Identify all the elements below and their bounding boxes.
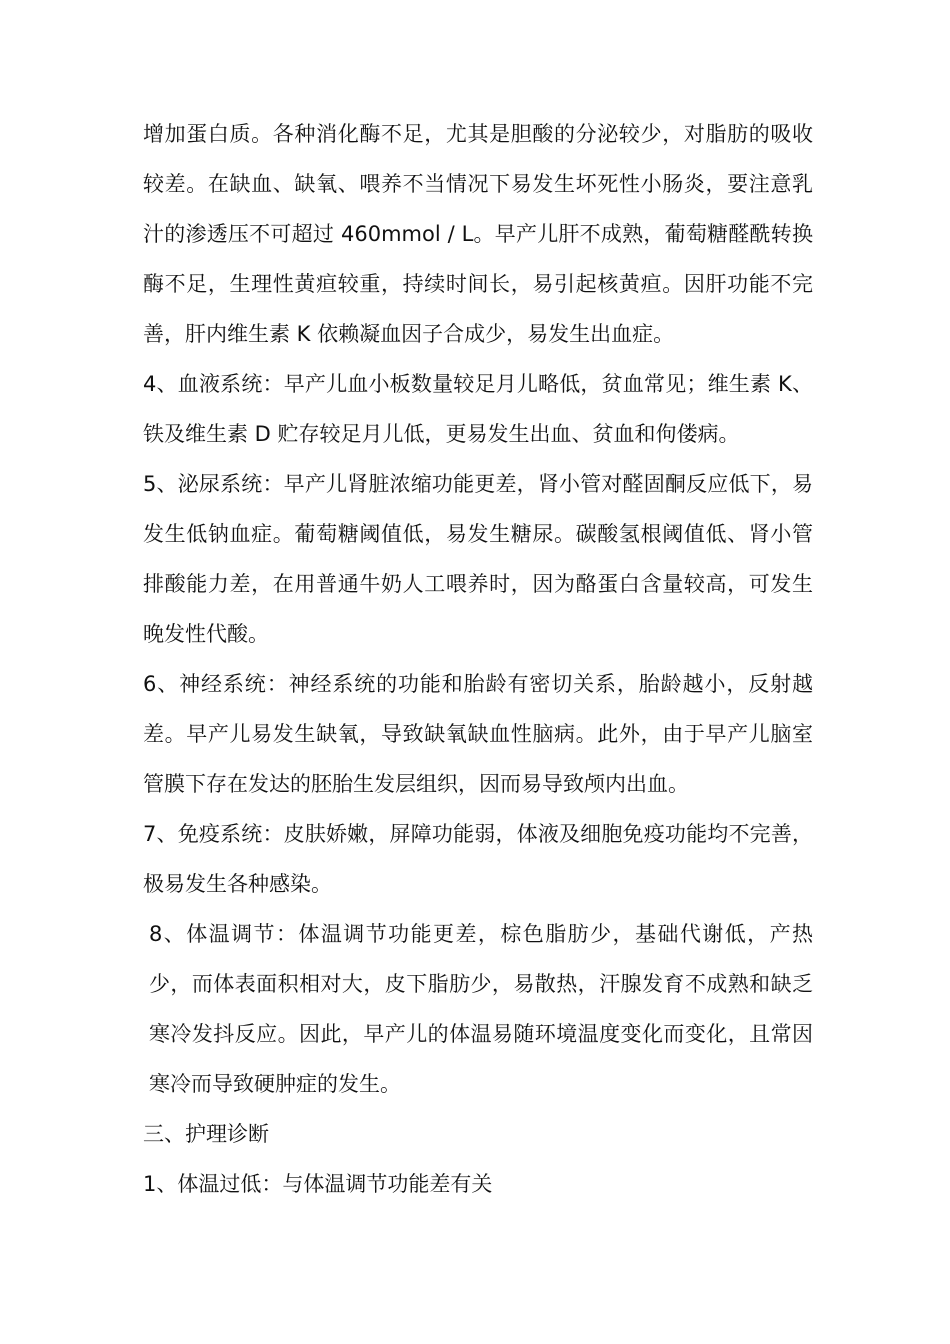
section-heading-nursing-diagnosis: 三、护理诊断	[143, 1122, 269, 1146]
document-body	[143, 109, 813, 1209]
paragraph-nervous-system: 6、神经系统：神经系统的功能和胎龄有密切关系，胎龄越小，反射越差。早产儿易发生缺氧，导致缺氧缺血性脑病。此外，由于早产儿脑室管膜下存在发达的胚胎生发层组织，因而易导致颅内出血。	[143, 672, 813, 796]
paragraph-urinary-system: 5、泌尿系统：早产儿肾脏浓缩功能更差，肾小管对醛固酮反应低下，易发生低钠血症。葡萄糖阈值低，易发生糖尿。碳酸氢根阈值低、肾小管排酸能力差，在用普通牛奶人工喂养时，因为酪蛋白含量较高，可发生晚发性代酸。	[143, 472, 813, 646]
paragraph-temperature-regulation: 8、体温调节：体温调节功能更差，棕色脂肪少，基础代谢低，产热少，而体表面积相对大，皮下脂肪少，易散热，汗腺发育不成熟和缺乏寒冷发抖反应。因此，早产儿的体温易随环境温度变化而变化，且常因寒冷而导致硬肿症的发生。	[149, 922, 813, 1096]
paragraph-diagnosis-item-1: 1、体温过低：与体温调节功能差有关	[143, 1172, 493, 1196]
paragraph-immune-system: 7、免疫系统：皮肤娇嫩，屏障功能弱，体液及细胞免疫功能均不完善，极易发生各种感染。	[143, 822, 813, 896]
paragraph-blood-system: 4、血液系统：早产儿血小板数量较足月儿略低，贫血常见；维生素 K、铁及维生素 D 贮存较足月儿低，更易发生出血、贫血和佝偻病。	[143, 372, 813, 446]
paragraph-digestive-continued: 增加蛋白质。各种消化酶不足，尤其是胆酸的分泌较少，对脂肪的吸收较差。在缺血、缺氧、喂养不当情况下易发生坏死性小肠炎，要注意乳汁的渗透压不可超过 460mmol / L。早产儿肝不成熟，葡萄糖醛酰转换酶不足，生理性黄疸较重，持续时间长，易引起核黄疸。因肝功能不完善，肝内维生素 K 依赖凝血因子合成少，易发生出血症。	[143, 122, 813, 346]
